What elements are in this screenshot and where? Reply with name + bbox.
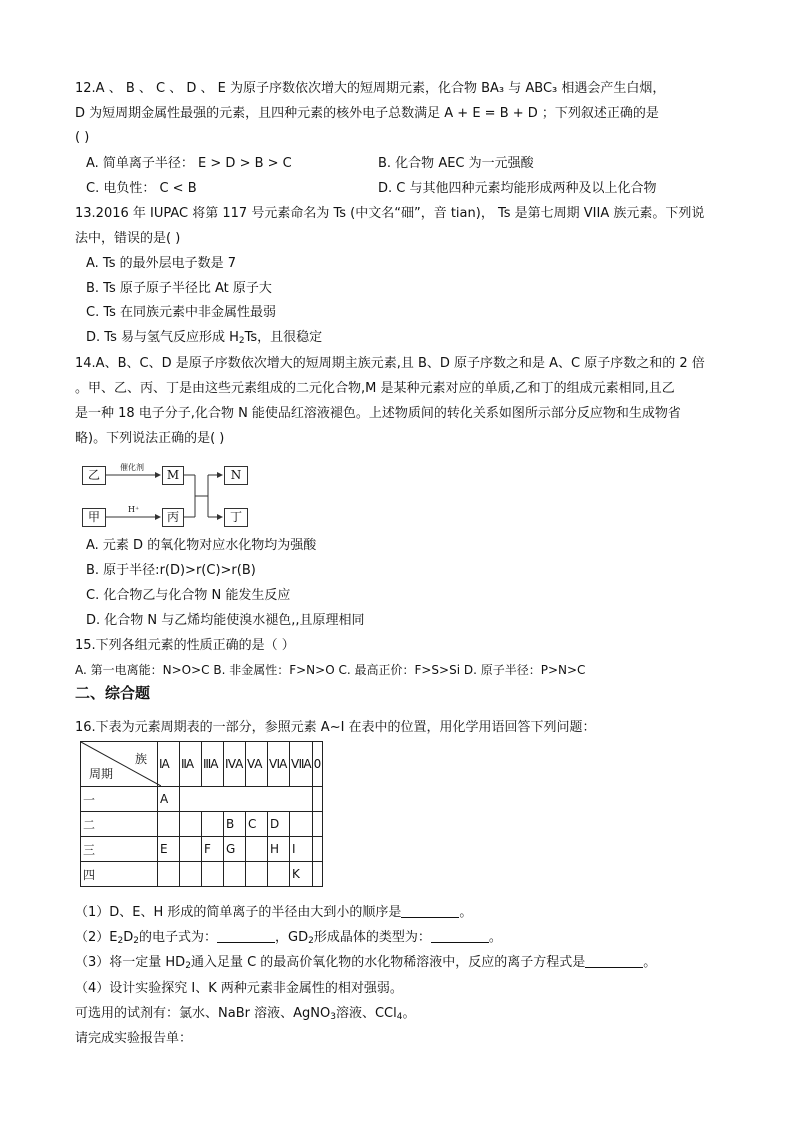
q16-line1: 16.下表为元素周期表的一部分，参照元素 A~I 在表中的位置，用化学用语回答下列问题：: [75, 720, 596, 735]
q12-line1: 12.A 、 B 、 C 、 D 、 E 为原子序数依次增大的短周期元素，化合物 BA₃ 与 ABC₃ 相遇会产生白烟，: [75, 81, 666, 96]
q14-line3: 是一种 18 电子分子,化合物 N 能使品红溶液褪色。上述物质间的转化关系如图所示部分反应物和生成物省: [75, 406, 681, 421]
q12-option-c: C. 电负性： C < B: [86, 181, 197, 196]
element-cell: [158, 812, 180, 837]
element-cell: E: [158, 837, 180, 862]
node-jia: 甲: [82, 508, 106, 527]
q13-line1: 13.2016 年 IUPAC 将第 117 号元素命名为 Ts (中文名“鿬”，音 tian)， Ts 是第七周期 VIIA 族元素。下列说: [75, 206, 705, 221]
answer-blank[interactable]: [585, 955, 643, 968]
node-bing: 丙: [162, 508, 184, 527]
group-header: ⅤA: [246, 742, 268, 787]
group-header: ⅡA: [180, 742, 202, 787]
group-header: ⅢA: [202, 742, 224, 787]
element-cell: A: [158, 787, 180, 812]
q16-part1: （1）D、E、H 形成的简单离子的半径由大到小的顺序是 。: [75, 905, 473, 920]
element-cell: [312, 837, 323, 862]
section-heading: 二、综合题: [75, 684, 151, 702]
q15-line1: 15.下列各组元素的性质正确的是（ ）: [75, 638, 295, 653]
q13-option-a: A. Ts 的最外层电子数是 7: [86, 256, 237, 271]
element-cell: [180, 862, 202, 887]
answer-blank[interactable]: [217, 930, 275, 943]
catalyst-label: 催化剂: [120, 463, 144, 472]
node-yi: 乙: [82, 466, 106, 485]
period-label: 三: [81, 837, 158, 862]
node-m: M: [162, 466, 184, 485]
table-header-row: [81, 742, 323, 787]
q12-line3: ( ): [75, 130, 90, 145]
conversion-diagram: [80, 460, 270, 530]
node-ding: 丁: [224, 508, 248, 527]
q14-option-a: A. 元素 D 的氧化物对应水化物均为强酸: [86, 538, 317, 553]
group-header: ⅠA: [158, 742, 180, 787]
table-row: [81, 812, 323, 837]
q16-part2: $(2)E_2D_2$的电子式为： ，$GD_2$形成晶体的类型为： 。: [75, 930, 502, 946]
element-cell: D: [268, 812, 290, 837]
q13-option-d: D. Ts 易与氢气反应形成 $H_2Ts$，且很稳定: [86, 330, 323, 346]
element-cell: [246, 837, 268, 862]
element-cell: [158, 862, 180, 887]
q13-option-b: B. Ts 原子原子半径比 At 原子大: [86, 281, 272, 296]
element-cell: B: [224, 812, 246, 837]
element-cell: [180, 812, 202, 837]
hplus-label: H⁺: [128, 505, 140, 514]
q16-report: 请完成实验报告单：: [75, 1031, 193, 1046]
q12-option-d: D. C 与其他四种元素均能形成两种及以上化合物: [378, 181, 657, 196]
table-row: [81, 787, 323, 812]
q13-line2: 法中，错误的是( ): [75, 231, 181, 246]
q16-reagents: 可选用的试剂有：氯水、NaBr 溶液、AgNO$_3$溶液、CCl$_4$。: [75, 1006, 416, 1022]
element-cell: K: [290, 862, 313, 887]
q12-line2: D 为短周期金属性最强的元素，且四种元素的核外电子总数满足 A + E = B + D ；下列叙述正确的是: [75, 106, 659, 121]
element-cell: [246, 862, 268, 887]
q14-option-b: B. 原于半径:r(D)>r(C)>r(B): [86, 563, 256, 578]
period-label: 二: [81, 812, 158, 837]
q14-option-c: C. 化合物乙与化合物 N 能发生反应: [86, 588, 291, 603]
table-corner: [81, 742, 158, 787]
element-cell: G: [224, 837, 246, 862]
element-cell: [312, 812, 323, 837]
q14-line1: 14.A、B、C、D 是原子序数依次增大的短周期主族元素,且 B、D 原子序数之和是 A、C 原子序数之和的 2 倍: [75, 356, 705, 371]
element-cell: [224, 862, 246, 887]
node-n: N: [224, 466, 248, 485]
group-header: ⅣA: [224, 742, 246, 787]
corner-period-label: 周期: [89, 767, 114, 781]
group-header: 0: [312, 742, 323, 787]
table-row: [81, 837, 323, 862]
element-cell: [312, 787, 323, 812]
element-cell: [202, 812, 224, 837]
q14-line2: 。甲、乙、丙、丁是由这些元素组成的二元化合物,M 是某种元素对应的单质,乙和丁的组成元素相同,且乙: [75, 381, 675, 396]
element-cell: I: [290, 837, 313, 862]
period-label: 一: [81, 787, 158, 812]
answer-blank[interactable]: [401, 905, 459, 918]
element-cell: [268, 862, 290, 887]
answer-blank[interactable]: [431, 930, 489, 943]
q14-option-d: D. 化合物 N 与乙烯均能使溴水褪色,,且原理相同: [86, 613, 365, 628]
element-cell: [312, 862, 323, 887]
table-row: [81, 862, 323, 887]
periodic-table: [80, 741, 323, 887]
corner-group-label: 族: [134, 752, 147, 766]
q13-option-c: C. Ts 在同族元素中非金属性最弱: [86, 305, 277, 320]
element-cell: [202, 862, 224, 887]
element-cell: [290, 812, 313, 837]
element-cell: F: [202, 837, 224, 862]
q14-line4: 略)。下列说法正确的是( ): [75, 431, 225, 446]
group-header: ⅥA: [268, 742, 290, 787]
group-header: ⅦA: [290, 742, 313, 787]
q15-options: A. 第一电离能：N>O>C B. 非金属性：F>N>O C. 最高正价：F>S>Si D. 原子半径：P>N>C: [75, 663, 586, 677]
period-label: 四: [81, 862, 158, 887]
element-cell: C: [246, 812, 268, 837]
q12-option-b: B. 化合物 AEC 为一元强酸: [378, 156, 534, 171]
element-cell: H: [268, 837, 290, 862]
element-cell: [180, 837, 202, 862]
empty-cell: [180, 787, 313, 812]
q12-option-a: A. 简单离子半径： E > D > B > C: [86, 156, 292, 171]
q16-part3: （3）将一定量 $HD_2$通入足量 C 的最高价氧化物的水化物稀溶液中，反应的离子方程式是 。: [75, 955, 657, 971]
q16-part4: （4）设计实验探究 I、K 两种元素非金属性的相对强弱。: [75, 981, 403, 996]
